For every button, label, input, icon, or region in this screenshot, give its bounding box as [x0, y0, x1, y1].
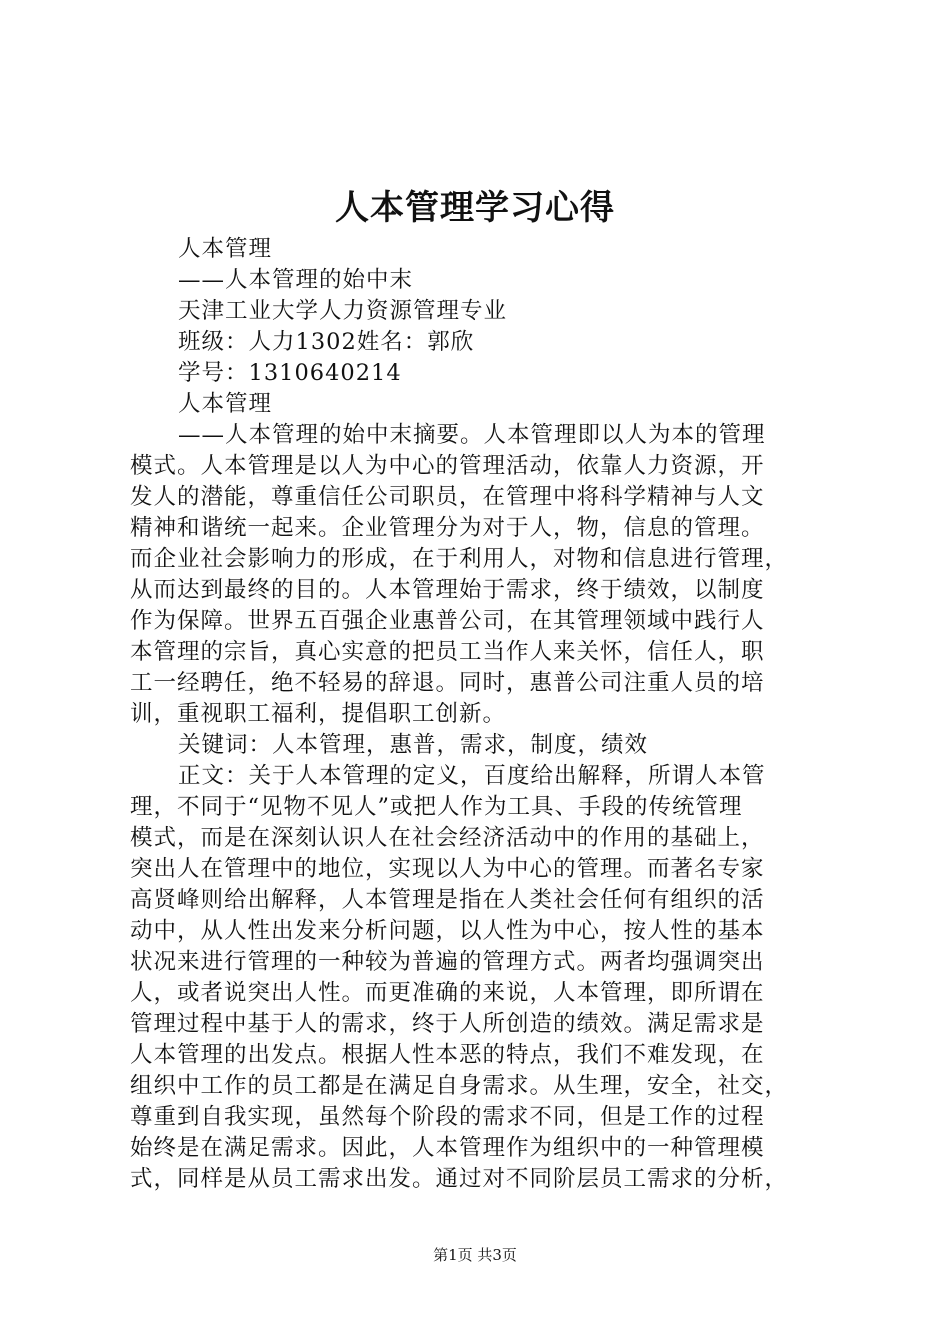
header-line-class-name: 班级：人力1302姓名：郭欣 [178, 329, 475, 355]
abstract-line: 模式。人本管理是以人为中心的管理活动，依靠人力资源，开 [130, 453, 765, 479]
body-line: 模式，而是在深刻认识人在社会经济活动中的作用的基础上， [130, 825, 765, 851]
main-text-paragraph [130, 761, 832, 1195]
body-line: 正文：关于人本管理的定义，百度给出解释，所谓人本管 [178, 763, 766, 789]
abstract-line: 精神和谐统一起来。企业管理分为对于人，物，信息的管理。 [130, 515, 765, 541]
abstract-line: 从而达到最终的目的。人本管理始于需求，终于绩效，以制度 [130, 577, 765, 603]
header-line-subtitle: ——人本管理的始中末 [178, 267, 414, 293]
abstract-line: 发人的潜能，尊重信任公司职员，在管理中将科学精神与人文 [130, 484, 765, 510]
abstract-line: 作为保障。世界五百强企业惠普公司，在其管理领域中践行人 [130, 608, 765, 634]
header-line-topic: 人本管理 [178, 236, 273, 262]
body-line: 高贤峰则给出解释，人本管理是指在人类社会任何有组织的活 [130, 887, 765, 913]
header-line-student-id: 学号：1310640214 [178, 360, 402, 386]
header-line-topic-repeat: 人本管理 [178, 391, 273, 417]
body-line: 人，或者说突出人性。而更准确的来说，人本管理，即所谓在 [130, 980, 765, 1006]
body-line: 突出人在管理中的地位，实现以人为中心的管理。而著名专家 [130, 856, 765, 882]
document-title: 人本管理学习心得 [335, 188, 615, 228]
document-body [130, 234, 832, 1195]
abstract-line: ——人本管理的始中末摘要。人本管理即以人为本的管理 [178, 422, 766, 448]
body-line: 尊重到自我实现，虽然每个阶段的需求不同，但是工作的过程 [130, 1104, 765, 1130]
header-line-school: 天津工业大学人力资源管理专业 [178, 298, 508, 324]
abstract-paragraph [130, 420, 832, 730]
body-line: 状况来进行管理的一种较为普遍的管理方式。两者均强调突出 [130, 949, 765, 975]
abstract-line: 而企业社会影响力的形成，在于利用人，对物和信息进行管理， [130, 546, 789, 572]
body-line: 组织中工作的员工都是在满足自身需求。从生理，安全，社交， [130, 1073, 789, 1099]
abstract-line: 本管理的宗旨，真心实意的把员工当作人来关怀，信任人，职 [130, 639, 765, 665]
body-line: 管理过程中基于人的需求，终于人所创造的绩效。满足需求是 [130, 1011, 765, 1037]
page-footer: 第1页 共3页 [433, 1246, 517, 1264]
abstract-line: 训，重视职工福利，提倡职工创新。 [130, 701, 507, 727]
body-line: 理，不同于“见物不见人”或把人作为工具、手段的传统管理 [130, 794, 743, 820]
abstract-line: 工一经聘任，绝不轻易的辞退。同时，惠普公司注重人员的培 [130, 670, 765, 696]
body-line: 式，同样是从员工需求出发。通过对不同阶层员工需求的分析， [130, 1166, 789, 1192]
body-line: 人本管理的出发点。根据人性本恶的特点，我们不难发现，在 [130, 1042, 765, 1068]
body-line: 动中，从人性出发来分析问题，以人性为中心，按人性的基本 [130, 918, 765, 944]
body-line: 始终是在满足需求。因此，人本管理作为组织中的一种管理模 [130, 1135, 765, 1161]
keywords-line: 关键词：人本管理，惠普，需求，制度，绩效 [178, 732, 649, 758]
